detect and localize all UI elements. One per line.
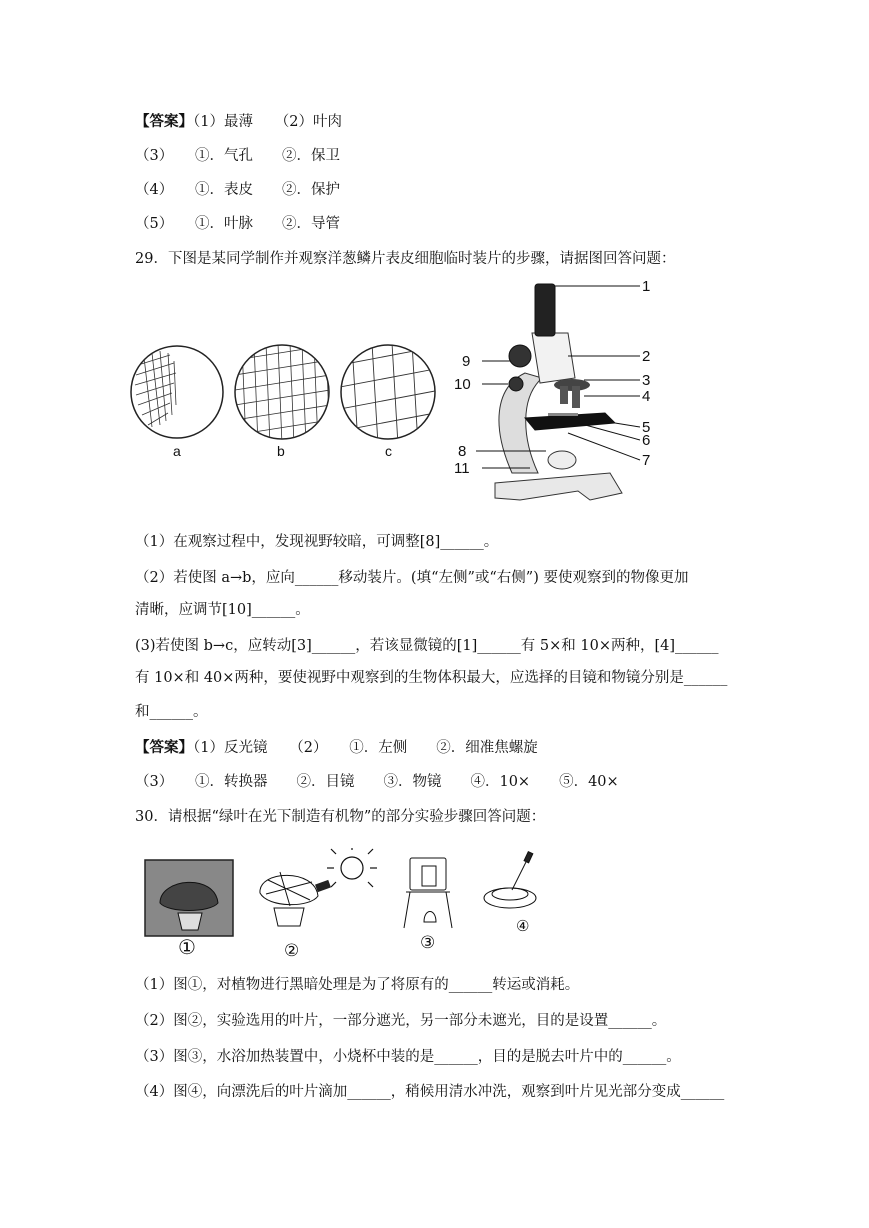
scope-label-7: 7 xyxy=(642,452,651,469)
scope-label-8: 8 xyxy=(458,443,467,460)
q29-sub-3a: (3)若使图 b→c，应转动[3]______，若该显微镜的[1]______有 5×和 10×两种，[4]______ xyxy=(135,638,719,654)
answer-28-text-1: （1）最薄 （2）叶肉 xyxy=(193,114,342,130)
scope-label-4: 4 xyxy=(642,388,651,405)
scope-label-3: 3 xyxy=(642,372,651,389)
caption-c: c xyxy=(385,443,392,459)
step-label-3: ③ xyxy=(420,933,436,952)
caption-b: b xyxy=(277,443,285,459)
q30-sub-1: （1）图①，对植物进行黑暗处理是为了将原有的______转运或消耗。 xyxy=(135,977,580,993)
answer-29-line-1 xyxy=(135,738,538,758)
sun-icon xyxy=(327,848,377,887)
step-2-plant xyxy=(260,872,331,926)
caption-a: a xyxy=(173,443,181,459)
answer-29-text-1: （1）反光镜 （2） ①．左侧 ②．细准焦螺旋 xyxy=(193,740,538,756)
scope-label-6: 6 xyxy=(642,432,651,449)
question-30-stem: 30．请根据“绿叶在光下制造有机物”的部分实验步骤回答问题： xyxy=(135,809,546,825)
cell-view-b xyxy=(235,343,330,445)
answer-28-line-3: （3） ①．气孔 ②．保卫 xyxy=(135,148,340,164)
scope-label-5: 5 xyxy=(642,419,651,436)
scope-label-2: 2 xyxy=(642,348,651,365)
step-label-4: ④ xyxy=(516,918,530,935)
scope-label-11: 11 xyxy=(454,460,470,477)
step-4-dish xyxy=(484,852,536,908)
answer-28-line-5: （5） ①．叶脉 ②．导管 xyxy=(135,216,340,232)
step-label-1: ① xyxy=(178,937,196,959)
cell-view-figures xyxy=(130,335,450,465)
scope-label-1: 1 xyxy=(642,278,651,295)
q29-sub-2b: 清晰，应调节[10]______。 xyxy=(135,602,310,618)
answer-label: 【答案】 xyxy=(135,739,193,756)
question-29-stem: 29．下图是某同学制作并观察洋葱鳞片表皮细胞临时装片的步骤，请据图回答问题： xyxy=(135,251,676,267)
answer-29-line-3: （3） ①．转换器 ②．目镜 ③．物镜 ④．10× ⑤．40× xyxy=(135,774,619,790)
scope-label-10: 10 xyxy=(454,376,471,393)
q29-sub-2a: （2）若使图 a→b，应向______移动装片。(填“左侧”或“右侧”) 要使观察到的物像更加 xyxy=(135,570,689,586)
microscope-diagram xyxy=(450,278,665,523)
q29-sub-1: （1）在观察过程中，发现视野较暗，可调整[8]______。 xyxy=(135,534,499,550)
step-3-water-bath xyxy=(404,858,452,928)
answer-28-line-4: （4） ①．表皮 ②．保护 xyxy=(135,182,340,198)
step-label-2: ② xyxy=(284,941,300,960)
q29-sub-3c: 和______。 xyxy=(135,704,208,720)
cell-view-a xyxy=(131,346,223,438)
q29-sub-3b: 有 10×和 40×两种，要使视野中观察到的生物体积最大，应选择的目镜和物镜分别是______ xyxy=(135,670,728,686)
answer-28-line-1 xyxy=(135,112,342,132)
step-1-dark-box xyxy=(145,860,233,936)
cell-view-c xyxy=(340,343,435,453)
answer-label: 【答案】 xyxy=(135,113,193,130)
q30-sub-2: （2）图②，实验选用的叶片，一部分遮光，另一部分未遮光，目的是设置______。 xyxy=(135,1013,667,1029)
q30-sub-4: （4）图④，向漂洗后的叶片滴加______，稍候用清水冲洗，观察到叶片见光部分变成______ xyxy=(135,1084,725,1100)
q30-sub-3: （3）图③，水浴加热装置中，小烧杯中装的是______，目的是脱去叶片中的______。 xyxy=(135,1049,681,1065)
experiment-steps-figure xyxy=(140,848,540,960)
scope-label-9: 9 xyxy=(462,353,471,370)
